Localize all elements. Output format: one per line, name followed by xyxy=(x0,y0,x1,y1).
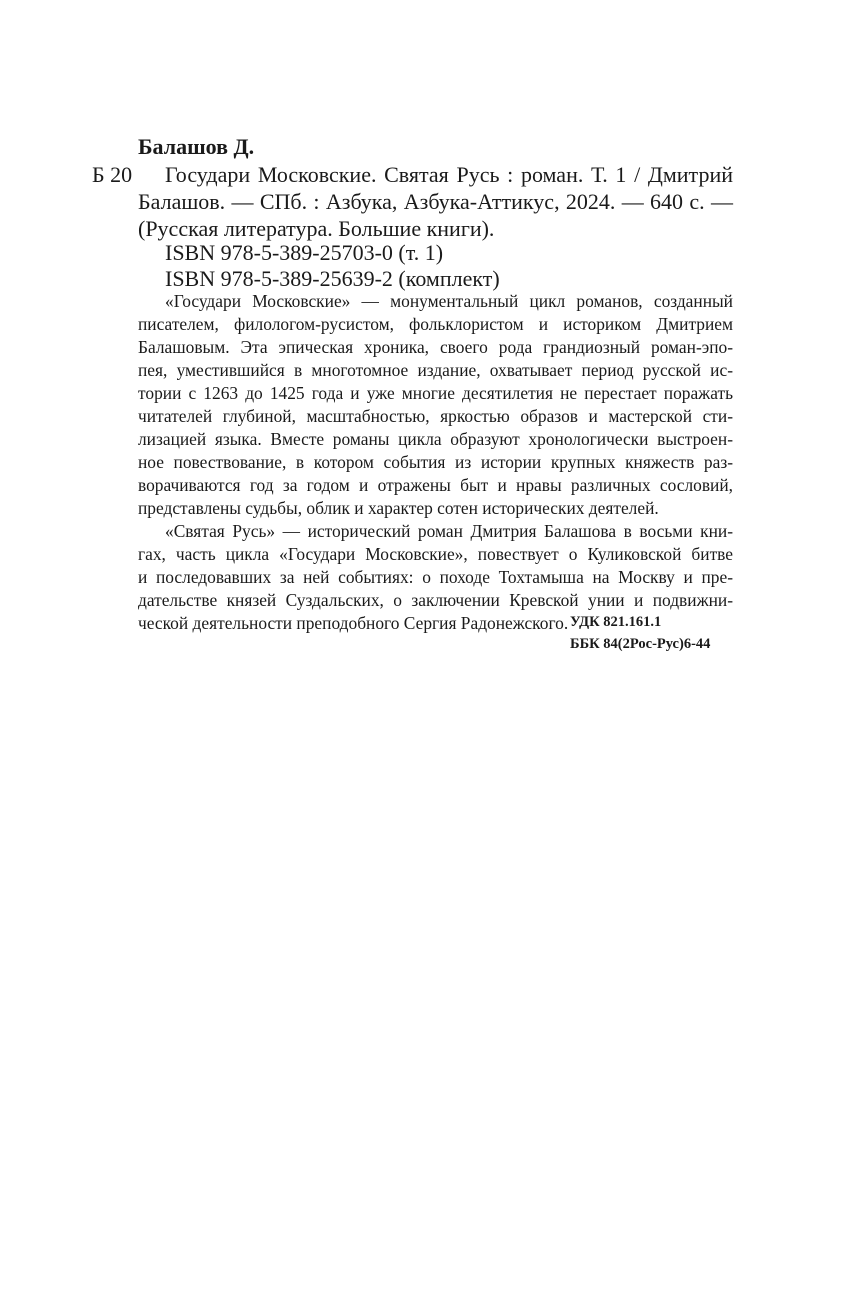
author-heading: Балашов Д. xyxy=(138,134,255,159)
udc-code: УДК 821.161.1 xyxy=(570,614,662,630)
title-line: Государи Московские. Святая Русь : роман. Т. 1 / Дмитрий xyxy=(165,162,733,187)
isbn-volume: ISBN 978-5-389-25703-0 (т. 1) xyxy=(165,240,444,265)
annotation-line: и последовавших за ней событиях: о походе Тохтамыша на Москву и пре- xyxy=(138,567,733,587)
annotation-line: читателей глубиной, масштабностью, яркостью образов и мастерской сти- xyxy=(138,406,733,426)
annotation-line: пея, уместившийся в многотомное издание, охватывает период русской ис- xyxy=(138,360,733,380)
annotation-line: писателем, филологом-русистом, фольклористом и историком Дмитрием xyxy=(138,314,733,334)
author-mark: Б 20 xyxy=(92,162,133,187)
annotation-line: «Святая Русь» — исторический роман Дмитрия Балашова в восьми кни- xyxy=(165,521,733,541)
isbn-set: ISBN 978-5-389-25639-2 (комплект) xyxy=(165,266,500,291)
annotation-line: «Государи Московские» — монументальный цикл романов, созданный xyxy=(165,291,733,311)
annotation-line: тории с 1263 до 1425 года и уже многие десятилетия не перестает поражать xyxy=(138,383,733,403)
annotation-line: Балашовым. Эта эпическая хроника, своего рода грандиозный роман-эпо- xyxy=(138,337,733,357)
annotation-line: ворачиваются год за годом и отражены быт и нравы различных сословий, xyxy=(138,475,733,495)
annotation-line: гах, часть цикла «Государи Московские», повествует о Куликовской битве xyxy=(138,544,733,564)
title-line: Балашов. — СПб. : Азбука, Азбука-Аттикус, 2024. — 640 с. — xyxy=(138,189,733,214)
annotation-line: ное повествование, в котором события из истории крупных княжеств раз- xyxy=(138,452,733,472)
title-line: (Русская литература. Большие книги). xyxy=(138,216,495,241)
annotation-line: ческой деятельности преподобного Сергия Радонежского. xyxy=(138,613,569,633)
annotation-line: представлены судьбы, облик и характер сотен исторических деятелей. xyxy=(138,498,659,518)
annotation-line: дательстве князей Суздальских, о заключении Кревской унии и подвижни- xyxy=(138,590,733,610)
bbk-code: ББК 84(2Рос-Рус)6-44 xyxy=(570,636,711,652)
annotation-line: лизацией языка. Вместе романы цикла образуют хронологически выстроен- xyxy=(138,429,733,449)
